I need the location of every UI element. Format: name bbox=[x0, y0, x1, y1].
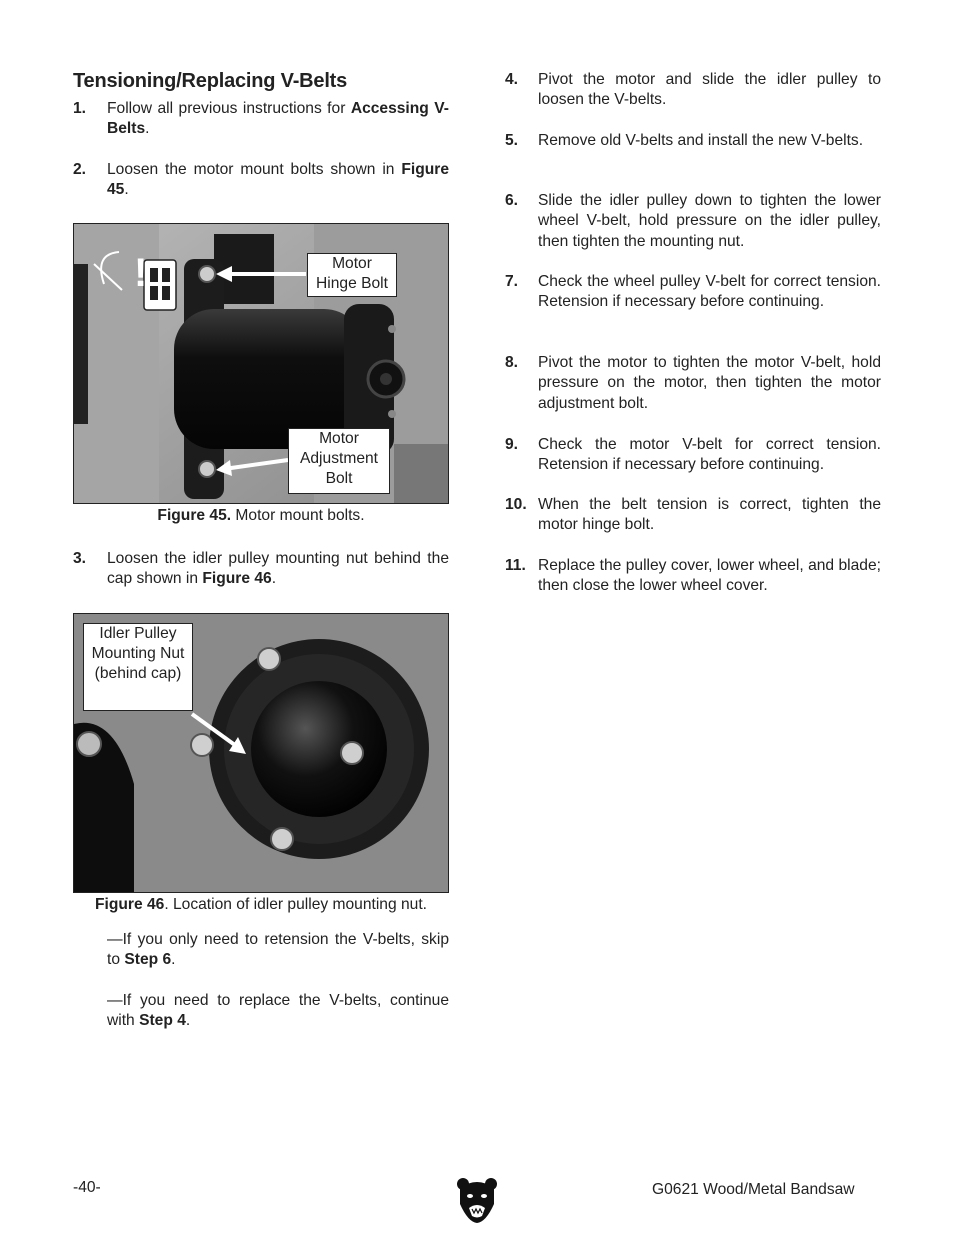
step-text-end: . bbox=[124, 181, 129, 199]
step-text: Loosen the idler pulley mounting nut behind the cap shown in bbox=[107, 550, 449, 588]
callout-idler-pulley-mounting-nut: Idler Pulley Mounting Nut (behind cap) bbox=[83, 623, 193, 711]
step-2 bbox=[73, 160, 449, 201]
note-text: —If you need to replace the V-belts, continue with bbox=[107, 992, 449, 1030]
callout-motor-hinge-bolt: Motor Hinge Bolt bbox=[307, 253, 397, 297]
step-number: 6. bbox=[505, 192, 519, 209]
note-text: —If you only need to retension the V-belts, skip to bbox=[107, 931, 449, 969]
step-text-end: . bbox=[145, 120, 150, 138]
step-number: 3. bbox=[73, 550, 87, 567]
step-text: Loosen the motor mount bolts shown in bbox=[107, 161, 402, 178]
hinge-bolt-marker bbox=[199, 266, 215, 282]
step-text: When the belt tension is correct, tighten the motor hinge bolt. bbox=[538, 496, 881, 534]
step-number: 1. bbox=[73, 100, 87, 117]
step-text: Follow all previous instructions for bbox=[107, 100, 351, 117]
step-number: 10. bbox=[505, 496, 527, 513]
step-text: Slide the idler pulley down to tighten the lower wheel V-belt, hold pressure on the idler pulley, then tighten the mounting nut. bbox=[538, 192, 881, 250]
caption-label: Figure 46 bbox=[95, 896, 165, 913]
step-1 bbox=[73, 99, 449, 140]
step-number: 2. bbox=[73, 161, 87, 178]
step-number: 11. bbox=[505, 557, 526, 574]
step-6 bbox=[505, 191, 881, 252]
figure-46-caption bbox=[73, 896, 449, 914]
step-text-end: . bbox=[271, 570, 277, 588]
step-text: Check the motor V-belt for correct tension. Retension if necessary before continuing. bbox=[538, 436, 881, 474]
step-number: 7. bbox=[505, 273, 519, 290]
caption-label: Figure 45. bbox=[157, 507, 232, 524]
note-text-end: . bbox=[171, 951, 176, 969]
note-step-ref: Step 6 bbox=[124, 951, 172, 969]
step-bold-ref: Accessing V-Belts bbox=[107, 100, 449, 138]
figure-45-caption bbox=[73, 507, 449, 525]
step-number: 9. bbox=[505, 436, 519, 453]
step-4 bbox=[505, 70, 881, 111]
step-5 bbox=[505, 131, 881, 151]
note-replace bbox=[107, 991, 449, 1032]
step-11 bbox=[505, 556, 881, 597]
bear-logo-icon bbox=[456, 1176, 498, 1224]
step-bold-ref: Figure 46 bbox=[202, 570, 272, 588]
step-7 bbox=[505, 272, 881, 313]
callout-motor-adjustment-bolt: Motor Adjustment Bolt bbox=[288, 428, 390, 494]
adjustment-bolt-marker bbox=[199, 461, 215, 477]
step-8 bbox=[505, 353, 881, 414]
step-9 bbox=[505, 435, 881, 476]
step-bold-ref: Figure 45 bbox=[107, 161, 449, 199]
caption-text: Motor mount bolts. bbox=[231, 507, 365, 524]
step-number: 4. bbox=[505, 71, 519, 88]
section-heading: Tensioning/Replacing V-Belts bbox=[73, 70, 348, 92]
step-text: Remove old V-belts and install the new V-belts. bbox=[538, 132, 864, 149]
figure-45-photo bbox=[73, 223, 449, 504]
step-text: Check the wheel pulley V-belt for correct tension. Retension if necessary before continuing. bbox=[538, 273, 881, 311]
step-text: Pivot the motor and slide the idler pulley to loosen the V-belts. bbox=[538, 71, 881, 109]
step-10 bbox=[505, 495, 881, 536]
svg-text:!: ! bbox=[134, 251, 148, 295]
step-3 bbox=[73, 549, 449, 590]
note-retension bbox=[107, 930, 449, 971]
note-text-end: . bbox=[185, 1012, 191, 1030]
step-text: Pivot the motor to tighten the motor V-belt, hold pressure on the motor, then tighten the motor adjustment bolt. bbox=[538, 354, 881, 412]
step-number: 8. bbox=[505, 354, 519, 371]
step-number: 5. bbox=[505, 132, 519, 149]
page-number: -40- bbox=[73, 1179, 101, 1196]
figure-46-photo bbox=[73, 613, 449, 893]
note-step-ref: Step 4 bbox=[139, 1012, 186, 1030]
step-text: Replace the pulley cover, lower wheel, and blade; then close the lower wheel cover. bbox=[538, 557, 881, 595]
caption-text: . Location of idler pulley mounting nut. bbox=[164, 896, 427, 913]
manual-title: G0621 Wood/Metal Bandsaw bbox=[652, 1181, 855, 1198]
